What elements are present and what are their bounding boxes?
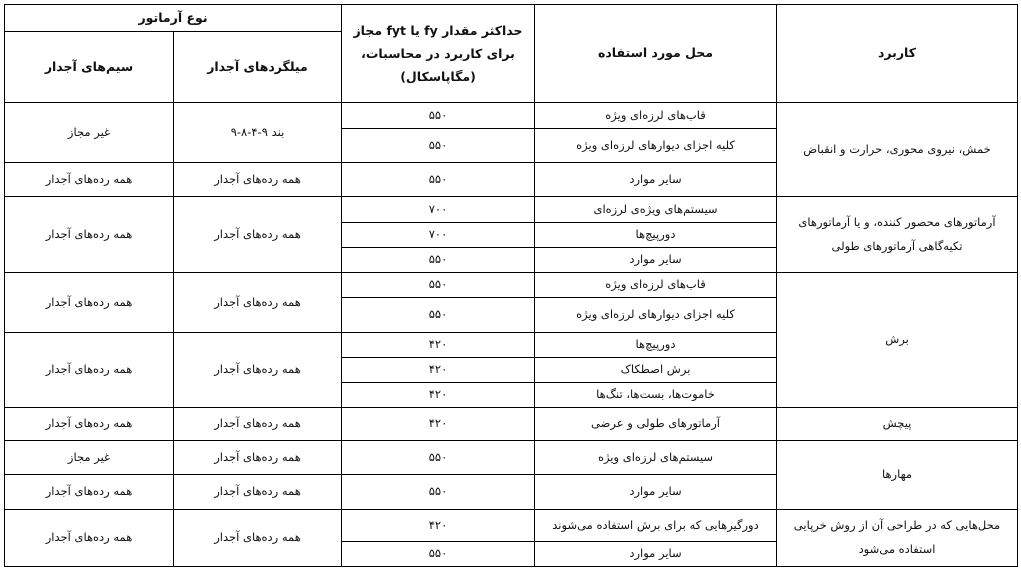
location-cell: سایر موارد xyxy=(535,542,777,567)
max-stress-cell: ۴۲۰ xyxy=(342,358,535,383)
max-stress-cell: ۷۰۰ xyxy=(342,197,535,223)
deformed-wires-cell: همه رده‌های آجدار xyxy=(5,163,174,197)
header-deformed-bars: میلگردهای آجدار xyxy=(174,32,342,103)
deformed-wires-cell: غیر مجاز xyxy=(5,103,174,163)
max-stress-cell: ۵۵۰ xyxy=(342,441,535,475)
deformed-bars-cell: همه رده‌های آجدار xyxy=(174,163,342,197)
location-cell: سیستم‌های ویژه‌ی لرزه‌ای xyxy=(535,197,777,223)
max-stress-cell: ۴۲۰ xyxy=(342,383,535,408)
max-stress-cell: ۵۵۰ xyxy=(342,248,535,273)
max-stress-cell: ۵۵۰ xyxy=(342,103,535,129)
header-row-1 xyxy=(5,5,1018,32)
table-row xyxy=(5,273,1018,298)
deformed-bars-cell: همه رده‌های آجدار xyxy=(174,475,342,510)
max-stress-cell: ۵۵۰ xyxy=(342,163,535,197)
usage-cell: محل‌هایی که در طراحی آن از روش خرپایی استفاده می‌شود xyxy=(777,510,1018,567)
deformed-wires-cell: همه رده‌های آجدار xyxy=(5,475,174,510)
usage-cell: مهارها xyxy=(777,441,1018,510)
deformed-bars-cell: همه رده‌های آجدار xyxy=(174,197,342,273)
max-stress-cell: ۴۲۰ xyxy=(342,333,535,358)
deformed-bars-cell: همه رده‌های آجدار xyxy=(174,408,342,441)
table-row xyxy=(5,510,1018,542)
max-stress-cell: ۵۵۰ xyxy=(342,273,535,298)
max-stress-cell: ۵۵۰ xyxy=(342,298,535,333)
usage-cell: پیچش xyxy=(777,408,1018,441)
max-stress-cell: ۵۵۰ xyxy=(342,475,535,510)
deformed-bars-cell: همه رده‌های آجدار xyxy=(174,510,342,567)
usage-cell: خمش، نیروی محوری، حرارت و انقباض xyxy=(777,103,1018,197)
table-row xyxy=(5,408,1018,441)
header-location: محل مورد استفاده xyxy=(535,5,777,103)
usage-cell: آرماتورهای محصور کننده، و یا آرماتورهای تکیه‌گاهی آرماتورهای طولی xyxy=(777,197,1018,273)
location-cell: کلیه اجزای دیوارهای لرزه‌ای ویژه xyxy=(535,298,777,333)
max-stress-cell: ۵۵۰ xyxy=(342,542,535,567)
deformed-bars-cell: همه رده‌های آجدار xyxy=(174,273,342,333)
max-stress-cell: ۷۰۰ xyxy=(342,223,535,248)
location-cell: دورپیچ‌ها xyxy=(535,223,777,248)
header-deformed-wires: سیم‌های آجدار xyxy=(5,32,174,103)
deformed-wires-cell: همه رده‌های آجدار xyxy=(5,197,174,273)
table-row xyxy=(5,441,1018,475)
location-cell: آرماتورهای طولی و عرضی xyxy=(535,408,777,441)
location-cell: سیستم‌های لرزه‌ای ویژه xyxy=(535,441,777,475)
header-rebar-type: نوع آرماتور xyxy=(5,5,342,32)
location-cell: کلیه اجزای دیوارهای لرزه‌ای ویژه xyxy=(535,129,777,163)
header-max-stress: حداکثر مقدار fy یا fyt مجاز برای کاربرد در محاسبات، (مگاپاسکال) xyxy=(342,5,535,103)
table-row xyxy=(5,197,1018,223)
table-row xyxy=(5,103,1018,129)
deformed-wires-cell: همه رده‌های آجدار xyxy=(5,510,174,567)
location-cell: سایر موارد xyxy=(535,475,777,510)
deformed-bars-cell: بند ۹-۴-۸-۹ xyxy=(174,103,342,163)
deformed-wires-cell: غیر مجاز xyxy=(5,441,174,475)
header-usage: کاربرد xyxy=(777,5,1018,103)
deformed-bars-cell: همه رده‌های آجدار xyxy=(174,441,342,475)
location-cell: سایر موارد xyxy=(535,248,777,273)
deformed-wires-cell: همه رده‌های آجدار xyxy=(5,273,174,333)
location-cell: دورگیرهایی که برای برش استفاده می‌شوند xyxy=(535,510,777,542)
location-cell: خاموت‌ها، بست‌ها، تنگ‌ها xyxy=(535,383,777,408)
max-stress-cell: ۴۲۰ xyxy=(342,510,535,542)
max-stress-cell: ۴۲۰ xyxy=(342,408,535,441)
location-cell: سایر موارد xyxy=(535,163,777,197)
max-stress-cell: ۵۵۰ xyxy=(342,129,535,163)
location-cell: قاب‌های لرزه‌ای ویژه xyxy=(535,273,777,298)
usage-cell: برش xyxy=(777,273,1018,408)
location-cell: قاب‌های لرزه‌ای ویژه xyxy=(535,103,777,129)
rebar-yield-strength-table xyxy=(4,4,1018,567)
deformed-wires-cell: همه رده‌های آجدار xyxy=(5,408,174,441)
deformed-wires-cell: همه رده‌های آجدار xyxy=(5,333,174,408)
location-cell: برش اصطکاک xyxy=(535,358,777,383)
location-cell: دورپیچ‌ها xyxy=(535,333,777,358)
deformed-bars-cell: همه رده‌های آجدار xyxy=(174,333,342,408)
